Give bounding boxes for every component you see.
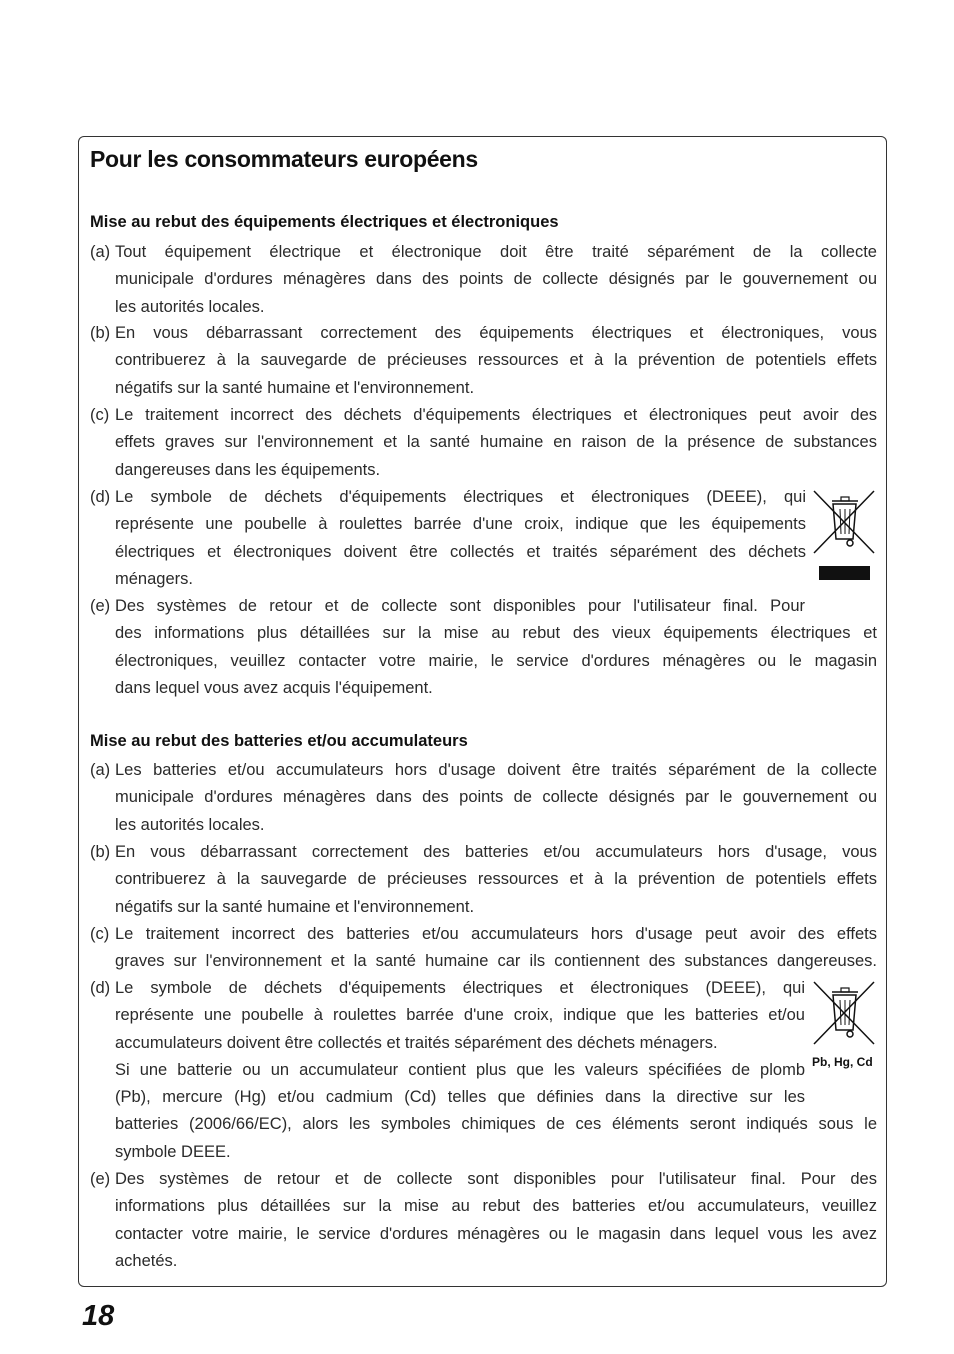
text-line: les autorités locales. xyxy=(115,815,265,834)
text-line: achetés. xyxy=(115,1251,178,1270)
text-line: dans lequel vous avez acquis l'équipement. xyxy=(115,678,433,697)
text-line: batteries (2006/66/EC), alors les symboles chimiques de ces éléments seront indiqués sous le xyxy=(115,1115,877,1134)
text-line: contribuerez à la sauvegarde de précieuses ressources et à la prévention de potentiels effets xyxy=(115,351,877,370)
list-item xyxy=(90,757,877,839)
text-line: contribuerez à la sauvegarde de précieuses ressources et à la prévention de potentiels effets xyxy=(115,870,877,889)
list-item xyxy=(90,839,877,921)
text-line: électroniques, veuillez contacter votre mairie, le service d'ordures ménagères ou le magasin xyxy=(115,651,877,670)
text-line: représente une poubelle à roulettes barrée d'une croix, indique que les batteries et/ou xyxy=(115,1006,805,1025)
text-line: les autorités locales. xyxy=(115,297,265,316)
text-line: Les batteries et/ou accumulateurs hors d'usage doivent être traités séparément de la collecte xyxy=(115,761,877,779)
crossed-out-wheelie-bin-icon xyxy=(810,487,878,557)
text-line: ménagers. xyxy=(115,569,193,588)
list-item xyxy=(90,239,877,321)
list-item xyxy=(90,484,806,593)
item-marker: (b) xyxy=(90,324,111,342)
text-line: Le symbole de déchets d'équipements électriques et électroniques (DEEE), qui xyxy=(115,488,806,506)
item-marker: (c) xyxy=(90,925,110,943)
page-title: Pour les consommateurs européens xyxy=(90,146,478,172)
text-line: Le traitement incorrect des batteries et/ou accumulateurs hors d'usage peut avoir des effets xyxy=(115,925,877,943)
text-line: Le symbole de déchets d'équipements électriques et électroniques (DEEE), qui xyxy=(115,979,805,997)
text-line: représente une poubelle à roulettes barrée d'une croix, indique que les équipements xyxy=(115,515,806,534)
list-item xyxy=(90,320,877,402)
text-line: dangereuses dans les équipements. xyxy=(115,460,381,479)
text-line: En vous débarrassant correctement des batteries et/ou accumulateurs hors d'usage, vous xyxy=(115,843,877,861)
text-line: Le traitement incorrect des déchets d'équipements électriques et électroniques peut avoir des xyxy=(115,406,877,424)
list-item xyxy=(90,402,877,484)
text-line: Tout équipement électrique et électronique doit être traité séparément de la collecte xyxy=(115,243,877,261)
item-marker: (a) xyxy=(90,243,111,261)
text-line: (Pb), mercure (Hg) et/ou cadmium (Cd) telles que définies dans la directive sur les xyxy=(115,1088,805,1107)
item-marker: (e) xyxy=(90,597,111,615)
list-item xyxy=(90,1166,877,1275)
text-line: contacter votre mairie, le service d'ordures ménagères ou le magasin dans lequel vous les avez xyxy=(115,1224,877,1243)
item-marker: (c) xyxy=(90,406,110,424)
text-line: municipale d'ordures ménagères dans des points de collecte désignés par le gouvernement ou xyxy=(115,788,877,807)
section-heading-equipment: Mise au rebut des équipements électriques et électroniques xyxy=(90,213,559,231)
text-line: municipale d'ordures ménagères dans des points de collecte désignés par le gouvernement ou xyxy=(115,270,877,289)
text-line: accumulateurs doivent être collectés et traités séparément des déchets ménagers. xyxy=(115,1033,718,1052)
item-marker: (e) xyxy=(90,1170,111,1188)
text-line: Des systèmes de retour et de collecte sont disponibles pour l'utilisateur final. Pour des xyxy=(115,1170,877,1188)
item-marker: (a) xyxy=(90,761,111,779)
text-line: électriques et électroniques doivent être collectés et traités séparément des déchets xyxy=(115,542,806,561)
list-item xyxy=(90,975,877,1166)
text-line: graves sur l'environnement et la santé humaine car ils contiennent des substances dangereuses. xyxy=(115,952,877,971)
text-line: informations plus détaillées sur la mise au rebut des batteries et/ou accumulateurs, veuillez xyxy=(115,1197,877,1216)
chemical-symbols-label: Pb, Hg, Cd xyxy=(812,1055,873,1069)
item-marker: (b) xyxy=(90,843,111,861)
item-marker: (d) xyxy=(90,488,111,506)
text-line: En vous débarrassant correctement des équipements électriques et électroniques, vous xyxy=(115,324,877,342)
text-line: effets graves sur l'environnement et la santé humaine en raison de la présence de substances xyxy=(115,433,877,452)
weee-underbar xyxy=(819,566,870,580)
text-line: Des systèmes de retour et de collecte sont disponibles pour l'utilisateur final. Pour xyxy=(115,597,805,615)
text-line: symbole DEEE. xyxy=(115,1142,231,1161)
page-number: 18 xyxy=(82,1300,115,1332)
section-heading-batteries: Mise au rebut des batteries et/ou accumulateurs xyxy=(90,732,468,750)
text-line: négatifs sur la santé humaine et l'environnement. xyxy=(115,897,475,916)
item-marker: (d) xyxy=(90,979,111,997)
list-item xyxy=(90,921,877,976)
text-line: des informations plus détaillées sur la mise au rebut des vieux équipements électriques et xyxy=(115,624,877,643)
text-line: Si une batterie ou un accumulateur contient plus que les valeurs spécifiées de plomb xyxy=(115,1060,805,1079)
crossed-out-wheelie-bin-icon xyxy=(810,978,878,1048)
list-item xyxy=(90,593,877,702)
text-line: négatifs sur la santé humaine et l'environnement. xyxy=(115,378,475,397)
